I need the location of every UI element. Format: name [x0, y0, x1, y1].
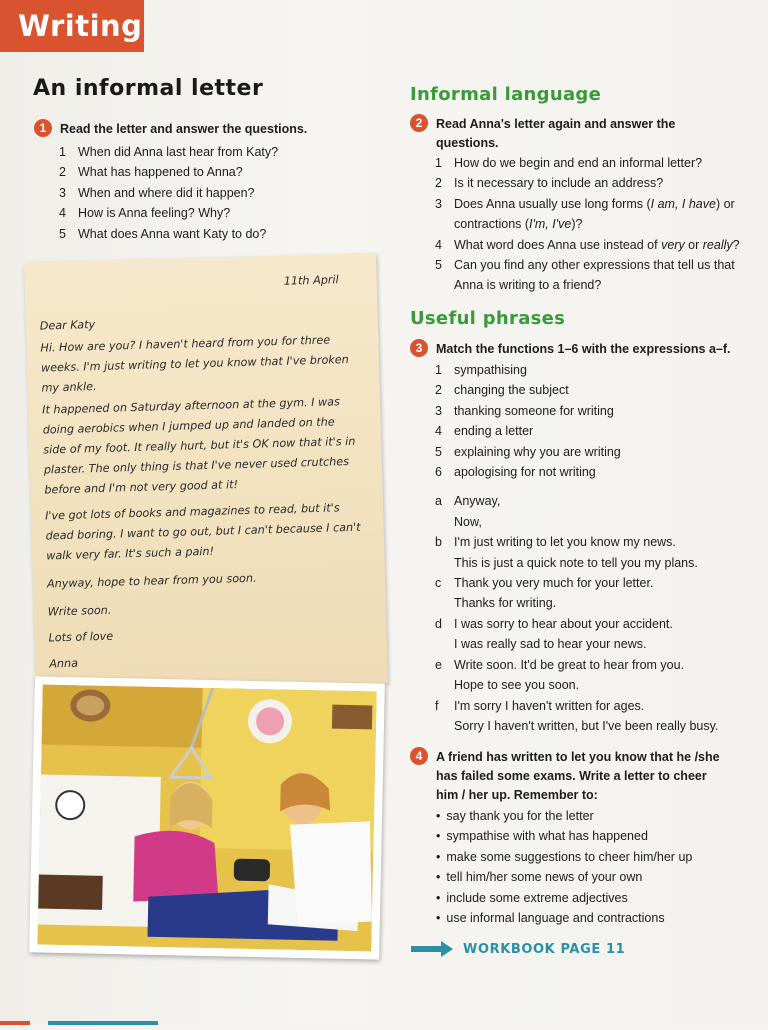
list-item: Now, [454, 514, 482, 529]
photo-hospital-scene [29, 676, 385, 959]
exercise-instruction-cont: has failed some exams. Write a letter to cheer [436, 769, 707, 783]
page-title: An informal letter [33, 76, 264, 101]
question-list [435, 153, 760, 296]
list-item: e Write soon. It'd be great to hear from you. [435, 657, 685, 672]
list-item: 1 sympathising [435, 363, 527, 377]
exercise-3 [410, 339, 760, 736]
letter-paragraph-1: Hi. How are you? I haven't heard from you for three weeks. I'm just writing to let you know that I've broken my ankle. [40, 333, 349, 395]
list-item: 3 thanking someone for writing [435, 403, 614, 418]
letter-paragraph-3: I've got lots of books and magazines to read, but it's dead boring. I want to go out, but I can't because I can't walk very far. It's such a pain! [44, 501, 361, 563]
exercise-instruction: A friend has written to let you know that he /she [436, 750, 720, 764]
list-item: • make some suggestions to cheer him/her up [436, 847, 760, 867]
list-item: • include some extreme adjectives [436, 888, 760, 908]
list-item: f I'm sorry I haven't written for ages. [435, 698, 645, 713]
exercise-instruction: Match the functions 1–6 with the expressions a–f. [436, 342, 731, 356]
exercise-number-badge: 4 [410, 747, 428, 765]
exercise-2 [410, 114, 760, 296]
list-item: c Thank you very much for your letter. [435, 576, 654, 591]
exercise-4 [410, 747, 760, 928]
heading-informal-language: Informal language [410, 84, 602, 105]
list-item: • use informal language and contractions [436, 908, 760, 928]
list-item: Hope to see you soon. [454, 678, 580, 693]
page-footer [0, 1012, 768, 1024]
question-list [59, 142, 364, 244]
heading-useful-phrases: Useful phrases [410, 308, 566, 329]
exercise-instruction: Read Anna's letter again and answer the [436, 117, 676, 131]
letter-greeting: Dear Katy [39, 318, 96, 333]
arrow-right-icon [411, 941, 453, 957]
list-item: 5 Can you find any other expressions that tell us that [435, 258, 735, 273]
handwritten-letter [24, 253, 388, 693]
list-item: 4 What word does Anna use instead of very or really? [435, 237, 740, 252]
function-list [435, 360, 760, 482]
list-item: • tell him/her some news of your own [436, 867, 760, 887]
section-tab: Writing [0, 0, 144, 52]
list-item: 1 When did Anna last hear from Katy? [59, 145, 279, 159]
list-item: I was really sad to hear your news. [454, 637, 647, 652]
bullet-list [436, 806, 760, 928]
letter-closing-1: Write soon. [47, 603, 112, 619]
list-item: Sorry I haven't written, but I've been really busy. [454, 718, 719, 733]
list-item: d I was sorry to hear about your accident. [435, 616, 673, 631]
workbook-reference [411, 941, 625, 957]
list-item: Thanks for writing. [454, 596, 557, 611]
list-item: 5 explaining why you are writing [435, 444, 621, 459]
exercise-instruction: Read the letter and answer the questions. [60, 122, 308, 136]
letter-closing-2: Lots of love [48, 629, 114, 645]
list-item: 4 ending a letter [435, 424, 534, 439]
list-item: b I'm just writing to let you know my news. [435, 535, 676, 550]
list-item: 2 changing the subject [435, 383, 569, 398]
exercise-instruction-cont: questions. [436, 136, 499, 150]
letter-signature: Anna [49, 656, 79, 671]
exercise-number-badge: 1 [34, 119, 52, 137]
workbook-label: WORKBOOK PAGE 11 [463, 941, 626, 957]
letter-date: 11th April [283, 273, 339, 288]
expression-list [435, 491, 760, 736]
list-item: 2 Is it necessary to include an address? [435, 176, 664, 191]
list-item: 1 How do we begin and end an informal letter? [435, 156, 703, 170]
letter-paragraph-4: Anyway, hope to hear from you soon. [46, 571, 257, 591]
list-item: 3 When and where did it happen? [59, 185, 255, 200]
exercise-number-badge: 3 [410, 339, 428, 357]
list-item: • say thank you for the letter [436, 806, 760, 826]
list-item: Anna is writing to a friend? [454, 278, 602, 293]
list-item: 2 What has happened to Anna? [59, 165, 243, 180]
list-item: 4 How is Anna feeling? Why? [59, 206, 231, 221]
list-item: This is just a quick note to tell you my plans. [454, 555, 698, 570]
list-item: • sympathise with what has happened [436, 826, 760, 846]
footer-decoration [0, 1013, 768, 1025]
list-item: contractions (I'm, I've)? [454, 217, 583, 232]
letter-paragraph-2: It happened on Saturday afternoon at the gym. I was doing aerobics when I jumped up and landed on the side of my foot. It really hurt, but it's OK now that it's in plaster. The only thing is that I've never used crutches before and I'm not very good at it! [41, 395, 356, 497]
list-item: 5 What does Anna want Katy to do? [59, 226, 267, 241]
exercise-1 [34, 119, 364, 244]
exercise-number-badge: 2 [410, 114, 428, 132]
exercise-instruction-cont: him / her up. Remember to: [436, 788, 598, 802]
photo-image [37, 685, 376, 952]
list-item: 3 Does Anna usually use long forms (I am, I have) or [435, 196, 735, 211]
list-item: a Anyway, [435, 494, 501, 509]
list-item: 6 apologising for not writing [435, 465, 596, 480]
